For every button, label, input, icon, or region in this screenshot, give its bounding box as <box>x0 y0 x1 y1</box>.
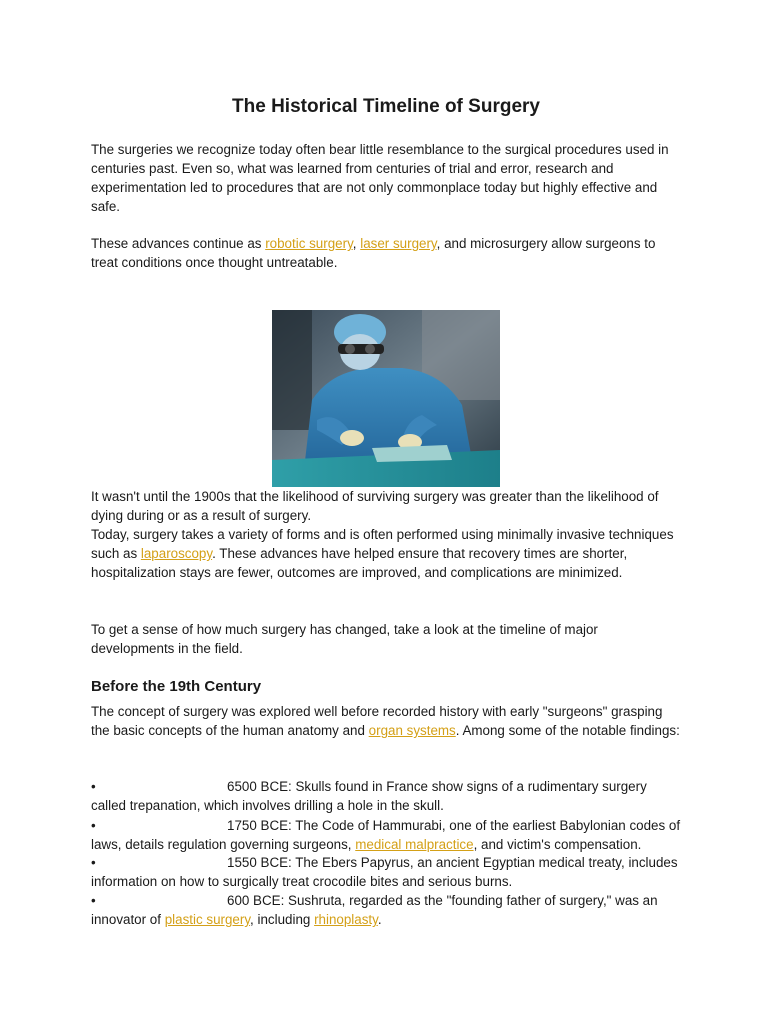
page-title: The Historical Timeline of Surgery <box>232 96 540 117</box>
bullet-text: 1550 BCE: The Ebers Papyrus, an ancient Egyptian medical treaty, includes information on how to surgically treat crocodile bites and serious burns. <box>91 855 678 889</box>
list-item <box>91 777 681 815</box>
concept-text-start: The concept of surgery was explored well before recorded history with early "surgeons" grasping the basic concepts of the human anatomy and <box>91 704 663 738</box>
advances-separator: , <box>352 236 361 251</box>
bullet-icon: • <box>91 893 96 908</box>
bullet-text-end: , and victim's compensation. <box>473 837 642 852</box>
today-text-start: Today, surgery takes a variety of forms and is often performed using minimally invasive techniques such as <box>91 527 674 561</box>
laparoscopy-link[interactable]: laparoscopy <box>140 546 213 561</box>
list-item <box>91 816 681 854</box>
bullet-text-end: . <box>377 912 382 927</box>
bullet-icon: • <box>91 855 96 870</box>
organ-systems-link[interactable]: organ systems <box>368 723 456 738</box>
advances-paragraph <box>91 234 681 272</box>
bullet-icon: • <box>91 818 96 833</box>
list-item <box>91 891 681 929</box>
bullet-text: 6500 BCE: Skulls found in France show signs of a rudimentary surgery called trepanation, which involves drilling a hole in the skull. <box>91 779 647 813</box>
list-item <box>91 853 681 891</box>
robotic-surgery-link[interactable]: robotic surgery <box>265 236 353 251</box>
today-paragraph <box>91 525 681 582</box>
plastic-surgery-link[interactable]: plastic surgery <box>164 912 251 927</box>
survival-paragraph: It wasn't until the 1900s that the likelihood of surviving surgery was greater than the likelihood of dying during or as a result of surgery. <box>91 489 659 523</box>
surgeon-photo-icon <box>272 310 500 487</box>
bullet-text-start: 600 BCE: Sushruta, regarded as the "founding father of surgery," was an innovator of <box>91 893 658 927</box>
laser-surgery-link[interactable]: laser surgery <box>360 236 437 251</box>
rhinoplasty-link[interactable]: rhinoplasty <box>314 912 378 927</box>
concept-text-end: . Among some of the notable findings: <box>455 723 680 738</box>
today-text-end: . These advances have helped ensure that recovery times are shorter, hospitalization stays are fewer, outcomes are improved, and complications are minimized. <box>91 546 628 580</box>
timeline-intro-paragraph: To get a sense of how much surgery has changed, take a look at the timeline of major developments in the field. <box>91 622 598 656</box>
bullet-text-start: 1750 BCE: The Code of Hammurabi, one of the earliest Babylonian codes of laws, details regulation governing surgeons, <box>91 818 681 852</box>
surgeon-photo <box>272 310 500 487</box>
bullet-icon: • <box>91 779 96 794</box>
concept-paragraph <box>91 702 681 740</box>
bullet-text-mid: , including <box>250 912 315 927</box>
advances-text-start: These advances continue as <box>91 236 266 251</box>
advances-text-end: , and microsurgery allow surgeons to treat conditions once thought untreatable. <box>91 236 656 270</box>
medical-malpractice-link[interactable]: medical malpractice <box>355 837 474 852</box>
section-heading: Before the 19th Century <box>91 678 262 695</box>
intro-paragraph: The surgeries we recognize today often bear little resemblance to the surgical procedures used in centuries past. Even so, what was learned from centuries of trial and error, research and experimentation led to procedures that are not only commonplace today but highly effective and safe. <box>91 142 669 214</box>
